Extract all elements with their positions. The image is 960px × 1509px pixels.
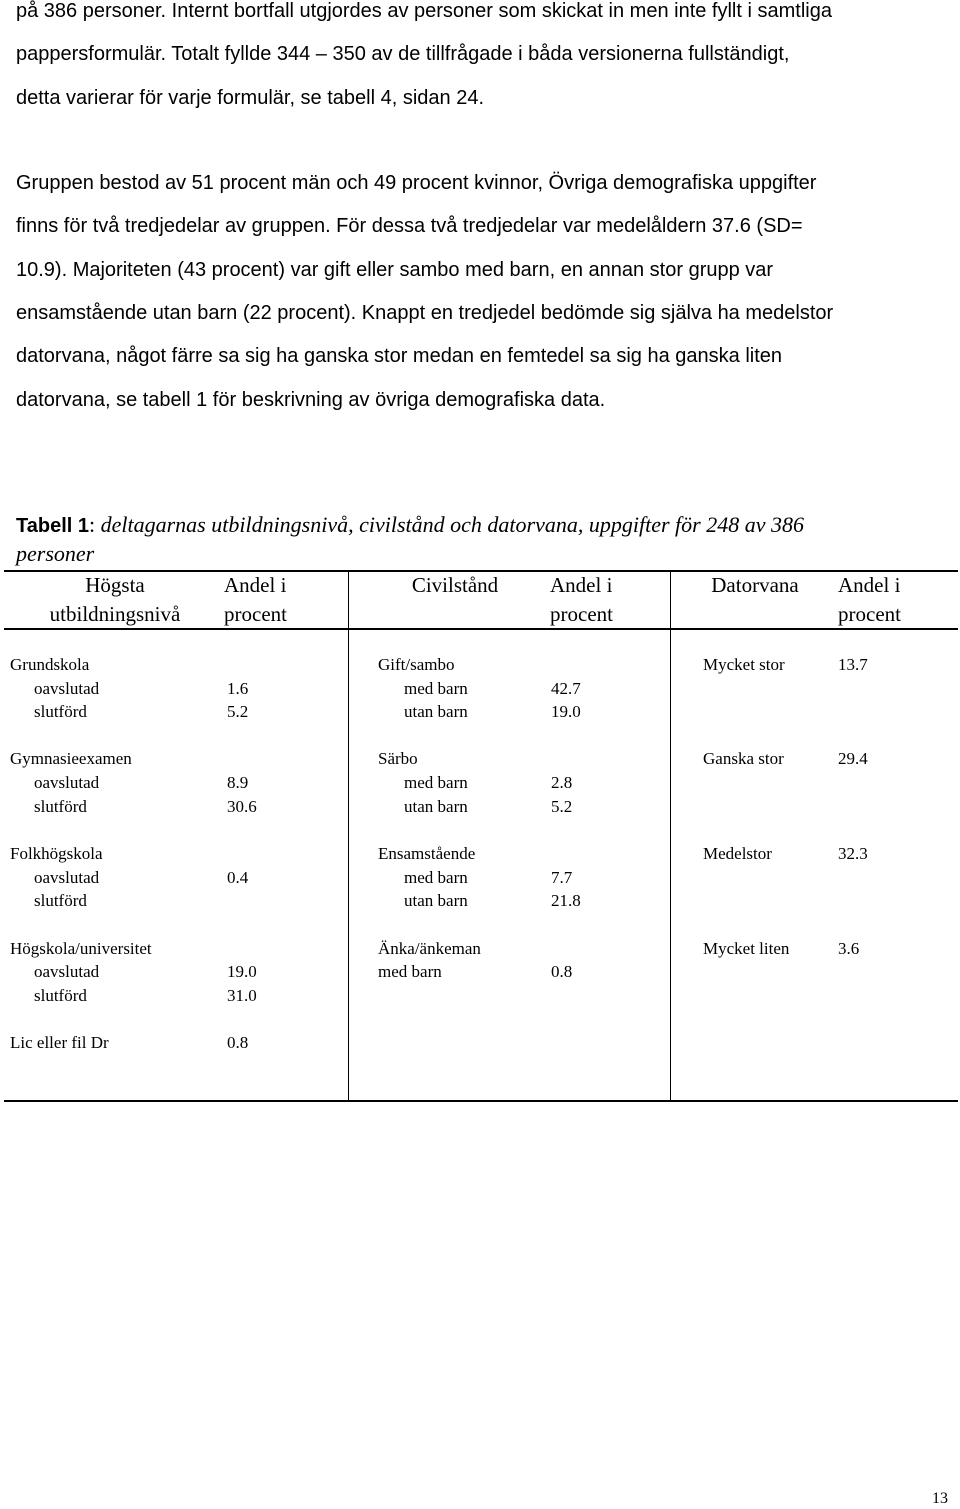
- civil-row-label: med barn: [404, 868, 468, 887]
- education-row-value: 30.6: [227, 797, 257, 816]
- education-row-label: slutförd: [34, 891, 87, 910]
- header-education: [20, 571, 210, 629]
- education-row-label: slutförd: [34, 986, 87, 1005]
- header-education-pct-line-2: procent: [224, 602, 287, 626]
- caption-text: deltagarnas utbildningsnivå, civilstånd och datorvana, uppgifter för 248 av 386: [95, 512, 804, 537]
- table-caption: [16, 512, 804, 538]
- paragraph-1-line-3: detta varierar för varje formulär, se tabell 4, sidan 24.: [16, 87, 485, 109]
- caption-text-line-2: personer: [16, 541, 95, 566]
- education-row-label: slutförd: [34, 702, 87, 721]
- header-education-pct: [224, 571, 304, 629]
- education-group: Folkhögskola: [10, 844, 103, 863]
- computer-value: 13.7: [838, 655, 868, 674]
- header-education-line-1: Högsta: [85, 573, 145, 597]
- computer-value: 29.4: [838, 749, 868, 768]
- education-row-label: oavslutad: [34, 868, 100, 887]
- paragraph-2-line-1: Gruppen bestod av 51 procent män och 49 procent kvinnor, Övriga demografiska uppgifter: [16, 172, 817, 194]
- education-group: Högskola/universitet: [10, 939, 152, 958]
- paragraph-2-line-4: ensamstående utan barn (22 procent). Knappt en tredjedel bedömde sig själva ha medelstor: [16, 302, 834, 324]
- caption-colon: :: [89, 512, 96, 537]
- paragraph-1-line-2: pappersformulär. Totalt fyllde 344 – 350 av de tillfrågade i båda versionerna fullständigt,: [16, 43, 790, 65]
- header-education-pct-line-1: Andel i: [224, 573, 287, 597]
- civil-row-label: utan barn: [404, 891, 468, 910]
- education-row-value: 1.6: [227, 679, 249, 698]
- education-row-value: 8.9: [227, 773, 249, 792]
- header-computer-pct: [838, 571, 918, 629]
- paragraph-2-line-2: finns för två tredjedelar av gruppen. För dessa två tredjedelar var medelåldern 37.6 (SD=: [16, 215, 803, 237]
- civil-row-value: 5.2: [551, 797, 573, 816]
- table-divider-2: [670, 570, 671, 1101]
- table-divider-1: [348, 570, 349, 1101]
- caption-label: Tabell 1: [16, 515, 89, 537]
- education-row-value: 0.4: [227, 868, 249, 887]
- civil-group: Särbo: [378, 749, 418, 768]
- education-group: Gymnasieexamen: [10, 749, 132, 768]
- education-row-label: oavslutad: [34, 962, 100, 981]
- header-computer: [700, 571, 810, 600]
- computer-value: 3.6: [838, 939, 860, 958]
- education-row-value: 5.2: [227, 702, 249, 721]
- table-bottom-rule: [4, 1100, 958, 1102]
- education-row-value: 0.8: [227, 1033, 249, 1052]
- computer-value: 32.3: [838, 844, 868, 863]
- header-civil: [400, 571, 510, 600]
- header-civil-line-1: Civilstånd: [411, 573, 499, 597]
- header-civil-pct-line-2: procent: [550, 602, 613, 626]
- civil-row-value: 42.7: [551, 679, 581, 698]
- civil-row-label: med barn: [404, 679, 468, 698]
- computer-label: Mycket liten: [703, 939, 790, 958]
- civil-row-value: 21.8: [551, 891, 581, 910]
- civil-row-label: med barn: [404, 773, 468, 792]
- education-row-label: slutförd: [34, 797, 87, 816]
- civil-row-label: utan barn: [404, 797, 468, 816]
- header-civil-pct: [550, 571, 630, 629]
- page-number: 13: [932, 1490, 948, 1507]
- education-row-label: oavslutad: [34, 679, 100, 698]
- header-education-line-2: utbildningsnivå: [49, 602, 181, 626]
- civil-row-value: 2.8: [551, 773, 573, 792]
- paragraph-2-line-6: datorvana, se tabell 1 för beskrivning av övriga demografiska data.: [16, 389, 606, 411]
- civil-row-value: 7.7: [551, 868, 573, 887]
- paragraph-2-line-3: 10.9). Majoriteten (43 procent) var gift eller sambo med barn, en annan stor grupp var: [16, 259, 774, 281]
- civil-group: Änka/änkeman: [378, 939, 481, 958]
- civil-group: Ensamstående: [378, 844, 476, 863]
- header-computer-line-1: Datorvana: [711, 573, 799, 597]
- education-row-value: 31.0: [227, 986, 257, 1005]
- civil-row-value: 0.8: [551, 962, 573, 981]
- education-group: Lic eller fil Dr: [10, 1033, 109, 1052]
- paragraph-2-line-5: datorvana, något färre sa sig ha ganska stor medan en femtedel sa sig ha ganska liten: [16, 345, 783, 367]
- header-computer-pct-line-2: procent: [838, 602, 901, 626]
- computer-label: Medelstor: [703, 844, 772, 863]
- computer-label: Mycket stor: [703, 655, 785, 674]
- education-row-value: 19.0: [227, 962, 257, 981]
- civil-group: Gift/sambo: [378, 655, 455, 674]
- civil-row-label: med barn: [378, 962, 442, 981]
- header-computer-pct-line-1: Andel i: [838, 573, 901, 597]
- header-civil-pct-line-1: Andel i: [550, 573, 613, 597]
- computer-label: Ganska stor: [703, 749, 784, 768]
- civil-row-value: 19.0: [551, 702, 581, 721]
- education-group: Grundskola: [10, 655, 90, 674]
- paragraph-1-line-1: på 386 personer. Internt bortfall utgjordes av personer som skickat in men inte fyllt i samtliga: [16, 0, 832, 22]
- education-row-label: oavslutad: [34, 773, 100, 792]
- civil-row-label: utan barn: [404, 702, 468, 721]
